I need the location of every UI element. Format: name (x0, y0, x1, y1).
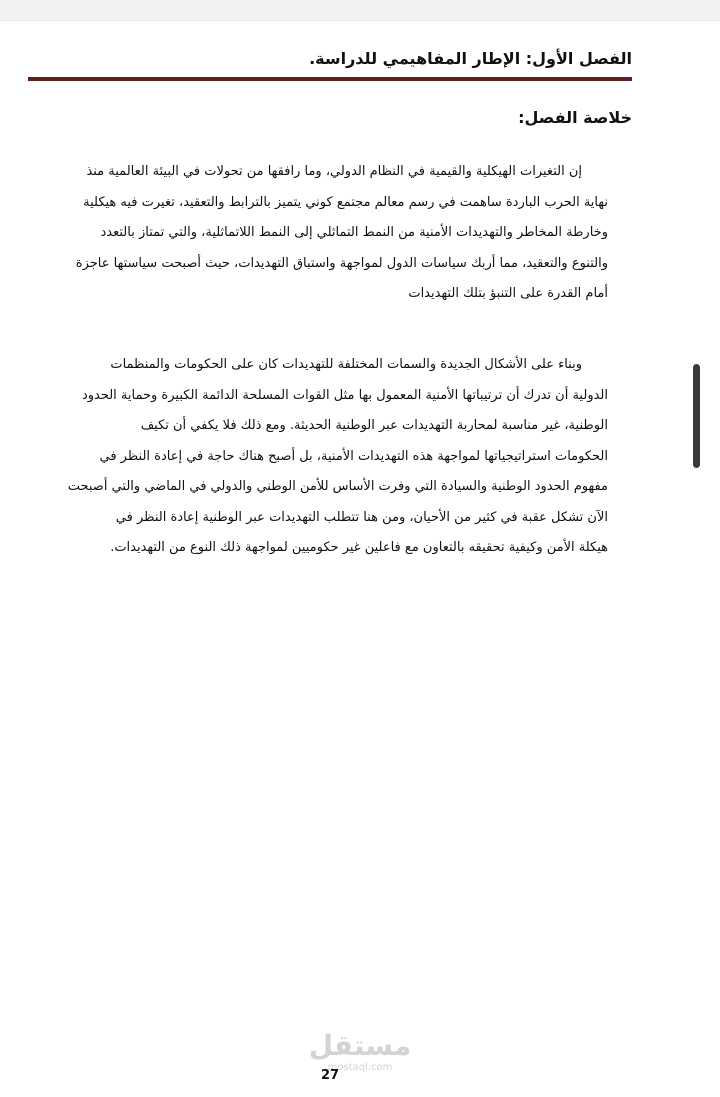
paragraph-line: إن التغيرات الهيكلية والقيمية في النظام الدولي، وما رافقها من تحولات في البيئة العالمية منذ (86, 164, 582, 179)
paragraph-line: أمام القدرة على التنبؤ بتلك التهديدات (408, 286, 608, 301)
paragraph-2 (40, 350, 608, 564)
top-bar (0, 0, 720, 21)
watermark-logo: مستقل (308, 1029, 412, 1062)
watermark-url: mostaql.com (327, 1062, 393, 1073)
section-title: خلاصة الفصل: (518, 108, 632, 127)
paragraph-line: نهاية الحرب الباردة ساهمت في رسم معالم مجتمع كوني يتميز بالترابط والتعقيد، تغيرت فيه هيكلية (83, 194, 608, 210)
paragraph-line: الآن تشكل عقبة في كثير من الأحيان، ومن هنا تتطلب التهديدات عبر الوطنية إعادة النظر في (115, 509, 608, 525)
paragraph-line: وبناء على الأشكال الجديدة والسمات المختلفة للتهديدات كان على الحكومات والمنظمات (110, 357, 582, 372)
header-divider (28, 77, 632, 81)
paragraph-line: وخارطة المخاطر والتهديدات الأمنية من النمط التماثلي إلى النمط اللاتماثلية، والتي تمتاز بالتعدد (100, 225, 608, 240)
page-number: 27 (320, 1068, 340, 1083)
paragraph-1 (40, 157, 608, 310)
paragraph-line: مفهوم الحدود الوطنية والسيادة التي وفرت الأساس للأمن الوطني والدولي في الماضي والتي أصبحت (67, 479, 608, 494)
paragraph-line: الحكومات استراتيجياتها لمواجهة هذه التهديدات الأمنية، بل أصبح هناك حاجة في إعادة النظر في (99, 448, 608, 464)
paragraph-line: الدولية أن تدرك أن ترتيباتها الأمنية المعمول بها مثل القوات المسلحة الدائمة الكبيرة وحماية الحدود (81, 387, 608, 403)
scrollbar-thumb[interactable] (693, 364, 700, 468)
paragraph-line: هيكلة الأمن وكيفية تحقيقه بالتعاون مع فاعلين غير حكوميين لمواجهة ذلك النوع من التهديدات. (110, 540, 608, 555)
paragraph-line: الوطنية، غير مناسبة لمحاربة التهديدات عبر الوطنية الحديثة. ومع ذلك فلا يكفي أن تكيف (140, 418, 608, 433)
page-header (30, 44, 632, 74)
paragraph-line: والتنوع والتعقيد، مما أربك سياسات الدول لمواجهة واستباق التهديدات، حيث أصبحت سياستها عاجزة (75, 255, 608, 271)
chapter-title: الفصل الأول: الإطار المفاهيمي للدراسة. (309, 49, 632, 68)
